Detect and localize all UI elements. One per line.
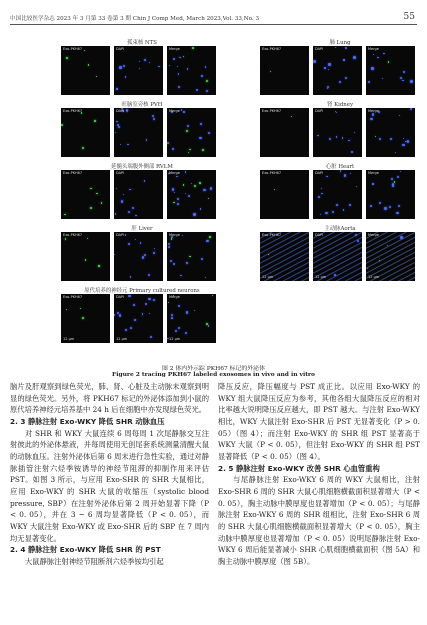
section-heading-2-5: 2. 5 静脉注射 Exo-WKY 改善 SHR 心血管重构	[218, 463, 380, 473]
exosome-dot	[173, 202, 175, 204]
panel-label: Merge	[169, 233, 180, 237]
nucleus-dot	[410, 80, 412, 82]
nucleus-dot	[123, 194, 124, 195]
nucleus-dot	[336, 112, 338, 114]
panel-label: Exo-PKH67	[63, 171, 83, 175]
nucleus-dot	[139, 68, 140, 69]
left-text-column	[10, 381, 209, 568]
exosome-dot	[194, 185, 196, 187]
panel-label: Exo-PKH67	[262, 171, 282, 175]
nucleus-dot	[342, 137, 343, 138]
micrograph-panel	[167, 170, 216, 219]
nucleus-dot	[185, 193, 186, 194]
nucleus-dot	[320, 214, 321, 215]
nucleus-dot	[403, 71, 405, 73]
scale-bar: 12 µm	[368, 275, 380, 279]
nucleus-dot	[206, 240, 209, 243]
nucleus-dot	[171, 314, 173, 316]
nucleus-dot	[118, 126, 120, 128]
exosome-dot	[388, 61, 389, 62]
nucleus-dot	[395, 152, 396, 153]
nucleus-dot	[318, 196, 320, 198]
nucleus-dot	[114, 314, 115, 315]
nucleus-dot	[173, 58, 175, 60]
exosome-dot	[101, 202, 102, 203]
nucleus-dot	[203, 189, 206, 192]
nucleus-dot	[407, 140, 409, 142]
exosome-dot	[171, 238, 172, 239]
nucleus-dot	[196, 89, 198, 91]
nucleus-dot	[172, 148, 174, 150]
exosome-dot	[291, 116, 292, 117]
exosome-dot	[192, 47, 194, 49]
panel-label: DAPI	[116, 109, 125, 113]
journal-citation: 中国比较医学杂志 2023 年 3 月第 33 卷第 3 期 Chin J Comp Med, March 2023,Vol. 33,No. 3	[10, 16, 260, 22]
nucleus-dot	[398, 205, 400, 207]
nucleus-dot	[186, 311, 188, 313]
panel-label: DAPI	[116, 171, 125, 175]
micrograph-panel	[167, 108, 216, 157]
nucleus-dot	[344, 174, 346, 176]
nucleus-dot	[402, 144, 404, 146]
nucleus-dot	[353, 56, 356, 59]
nucleus-dot	[116, 88, 117, 89]
paragraph: 降压反应，降压幅度与 PST 成正比。以应用 Exo-WKY 的 WKY 组大鼠降压反应为参考，其他各组大鼠降压反应的相对比率越大说明降压反应越大，即 PST 越大。与注射 Exo-WKY 相比，WKY 大鼠注射 Exo-SHR 后 PST 无显著变化（P > 0. 05）（图 4）；而注射 Exo-WKY 的 SHR 组 PST 显著高于 WKY 大鼠（P < 0. 05），但注射 Exo-WKY 的 SHR 组 PST 显著降低（P < 0. 05）（图 4）。	[218, 382, 420, 461]
nucleus-dot	[153, 252, 155, 254]
nucleus-dot	[355, 234, 357, 236]
panel-label: Exo-PKH67	[63, 295, 83, 299]
nucleus-dot	[210, 187, 212, 189]
nucleus-dot	[324, 67, 325, 68]
nucleus-dot	[181, 109, 182, 110]
nucleus-dot	[343, 209, 345, 211]
nucleus-dot	[114, 254, 115, 255]
nucleus-dot	[177, 203, 179, 205]
nucleus-dot	[148, 298, 150, 300]
exosome-dot	[189, 256, 190, 257]
panel-label: Merge	[368, 47, 379, 51]
exosome-dot	[65, 238, 66, 239]
nucleus-dot	[178, 327, 181, 330]
nucleus-dot	[178, 305, 180, 307]
panel-label: DAPI	[116, 233, 125, 237]
exosome-dot	[186, 130, 188, 132]
nucleus-dot	[178, 73, 180, 75]
micrograph-panel	[260, 108, 309, 157]
nucleus-dot	[334, 274, 336, 276]
nucleus-dot	[335, 47, 336, 48]
micrograph-panel	[167, 46, 216, 95]
nucleus-dot	[332, 211, 334, 213]
nucleus-dot	[402, 80, 403, 81]
tissue-label: 旺脑室旁核 PVH	[121, 102, 163, 108]
nucleus-dot	[339, 81, 341, 83]
nucleus-dot	[389, 206, 391, 208]
nucleus-dot	[153, 299, 155, 301]
nucleus-dot	[208, 325, 210, 327]
tissue-label: 肝 Liver	[131, 226, 153, 232]
micrograph-panel	[61, 170, 110, 219]
panel-label: Exo-PKH67	[63, 233, 83, 237]
nucleus-dot	[182, 235, 183, 236]
nucleus-dot	[188, 195, 190, 197]
panel-label: Merge	[169, 171, 180, 175]
nucleus-dot	[326, 176, 328, 178]
nucleus-dot	[179, 57, 181, 59]
tissue-label: 孤束核 NTS	[127, 40, 157, 46]
nucleus-dot	[116, 188, 118, 190]
nucleus-dot	[119, 66, 122, 69]
figure-caption-en: Figure 2 tracing PKH67 labeled exosomes in vivo and in vitro	[112, 371, 315, 378]
nucleus-dot	[149, 62, 150, 63]
panel-label: DAPI	[315, 109, 324, 113]
scale-bar: 12 µm	[169, 337, 181, 341]
micrograph-panel	[313, 170, 362, 219]
nucleus-dot	[340, 170, 341, 171]
nucleus-dot	[328, 69, 329, 70]
running-header	[10, 12, 417, 24]
nucleus-dot	[127, 144, 128, 145]
exosome-dot	[87, 238, 89, 240]
nucleus-dot	[119, 314, 121, 316]
nucleus-dot	[194, 310, 196, 312]
section-heading-2-3: 2. 3 静脉注射 Exo-WKY 降低 SHR 动脉血压	[10, 416, 165, 426]
nucleus-dot	[205, 277, 206, 278]
nucleus-dot	[185, 332, 187, 334]
micrograph-panel	[260, 232, 309, 281]
nucleus-dot	[148, 274, 150, 276]
panel-label: Merge	[169, 109, 180, 113]
micrograph-panel	[61, 232, 110, 281]
micrograph-panel	[61, 46, 110, 95]
micrograph-panel	[260, 46, 309, 95]
micrograph-panel	[366, 108, 415, 157]
exosome-dot	[274, 189, 275, 190]
nucleus-dot	[321, 193, 322, 194]
nucleus-dot	[128, 211, 130, 213]
nucleus-dot	[205, 66, 207, 68]
nucleus-dot	[158, 66, 159, 67]
nucleus-dot	[144, 180, 145, 181]
nucleus-dot	[115, 213, 117, 215]
micrograph-panel	[167, 294, 216, 343]
exosome-dot	[94, 120, 96, 122]
nucleus-dot	[180, 275, 182, 277]
panel-label: DAPI	[315, 47, 324, 51]
exosome-dot	[199, 182, 201, 184]
nucleus-dot	[191, 183, 192, 184]
exosome-dot	[82, 317, 84, 319]
page-number: 55	[403, 12, 415, 22]
nucleus-dot	[169, 65, 170, 66]
nucleus-dot	[354, 132, 355, 133]
micrograph-panel	[366, 232, 415, 281]
nucleus-dot	[125, 329, 127, 331]
nucleus-dot	[348, 140, 349, 141]
exosome-dot	[96, 76, 97, 77]
nucleus-dot	[125, 76, 127, 78]
nucleus-dot	[208, 132, 210, 134]
nucleus-dot	[178, 86, 180, 88]
nucleus-dot	[168, 243, 170, 245]
panel-label: Merge	[368, 109, 379, 113]
nucleus-dot	[336, 136, 338, 138]
nucleus-dot	[139, 61, 140, 62]
nucleus-dot	[396, 212, 399, 215]
tissue-label: 肾 Kidney	[326, 102, 354, 108]
scale-bar: 12 µm	[63, 337, 75, 341]
nucleus-dot	[371, 67, 374, 70]
panel-label: Exo-PKH67	[63, 109, 83, 113]
exosome-dot	[206, 80, 208, 82]
exosome-dot	[270, 71, 271, 72]
nucleus-dot	[150, 336, 153, 339]
nucleus-dot	[391, 178, 393, 180]
exosome-dot	[96, 193, 98, 195]
header-rule	[10, 24, 417, 25]
nucleus-dot	[130, 276, 132, 278]
nucleus-dot	[379, 138, 381, 140]
nucleus-dot	[144, 59, 146, 61]
nucleus-dot	[168, 246, 170, 248]
panel-label: DAPI	[315, 171, 324, 175]
exosome-dot	[98, 265, 99, 266]
nucleus-dot	[313, 60, 316, 63]
nucleus-dot	[345, 47, 347, 49]
nucleus-dot	[177, 198, 179, 200]
nucleus-dot	[370, 118, 372, 120]
tissue-label: 主动脉Aorta	[324, 226, 356, 232]
figure-caption-cn: 图 2 体内外示踪 PKH67 标记的外泌体	[162, 366, 265, 372]
nucleus-dot	[372, 113, 374, 115]
nucleus-dot	[356, 186, 357, 187]
micrograph-panel	[114, 108, 163, 157]
paragraph: 与尾静脉注射 Exo-WKY 6 周的 WKY 大鼠相比，注射 Exo-SHR 6 周的 SHR 大鼠心肌细胞横截面积显著增大（P < 0. 05），胸主动脉中膜厚度也显著增加（P < 0. 05）；与尾静脉注射 Exo-WKY 6 周的 SHR 组相比，注射 Exo-SHR 6 周的 SHR 大鼠心肌细胞横截面积显著增大（P < 0. 05），胸主动脉中膜厚度也显著增加（P < 0. 05）说明尾静脉注射 Exo-WKY 6 周后能显著减小 SHR 心肌细胞横截面积（图 5A）和胸主动脉中膜厚度（图 5B）。	[218, 475, 420, 566]
panel-label: Exo-PKH67	[262, 109, 282, 113]
figure-2	[27, 36, 402, 360]
nucleus-dot	[379, 202, 381, 204]
nucleus-dot	[170, 260, 172, 262]
nucleus-dot	[128, 295, 130, 297]
exosome-dot	[183, 184, 184, 185]
nucleus-dot	[126, 109, 128, 111]
nucleus-dot	[317, 135, 318, 136]
panel-label: Exo-PKH67	[262, 47, 282, 51]
panel-label: DAPI	[116, 295, 125, 299]
nucleus-dot	[367, 268, 368, 269]
exosome-dot	[66, 309, 67, 310]
nucleus-dot	[343, 59, 344, 60]
exosome-dot	[189, 149, 191, 151]
paragraph: 脑片及肝观察到绿色荧光，肺、肾、心脏及主动脉未观察到明显的绿色荧光。另外，将 PKH67 标记的外泌体添加到小鼠的原代培养神经元培养基中 24 h 后在细胞中亦发现绿色荧光。	[10, 382, 209, 415]
tissue-label: 心脏 Heart	[325, 164, 355, 170]
nucleus-dot	[345, 77, 347, 79]
nucleus-dot	[185, 171, 186, 172]
paragraph: 对 SHR 和 WKY 大鼠连续 6 周每周 1 次尾静脉交互注射彼此的外泌体悬液，并每周使用无创尾套系统测量清醒大鼠的动脉血压。注射外泌体后第 6 周末进行急性实验，通过对静脉插管注射六烃季铵诱导的神经节阻滞的抑制作用来评估 PST。如图 3 所示，与应用 Exo-SHR 的 SHR 大鼠相比，应用 Exo-WKY 的 SHR 大鼠的收缩压（systolic blood pressure, SBP）在注射外泌体后第 2 周开始显著下降（P < 0. 05），并在 3 ~ 6 周均显著降低（P < 0. 05），而 WKY 大鼠注射 Exo-WKY 或 Exo-SHR 后的 SBP 在 7 周内均无显著变化。	[10, 428, 209, 543]
nucleus-dot	[206, 90, 208, 92]
tissue-label: 延髓头端腹外侧部 RVLM	[111, 164, 173, 170]
scale-bar: 12 µm	[262, 275, 274, 279]
exosome-dot	[61, 124, 63, 126]
exosome-dot	[90, 188, 92, 190]
nucleus-dot	[128, 243, 130, 245]
nucleus-dot	[134, 319, 136, 321]
micrograph-panel	[114, 294, 163, 343]
nucleus-dot	[186, 262, 187, 263]
nucleus-dot	[171, 317, 173, 319]
nucleus-dot	[384, 207, 386, 209]
exosome-dot	[66, 57, 68, 59]
nucleus-dot	[201, 258, 203, 260]
exosome-dot	[85, 259, 87, 261]
exosome-dot	[375, 136, 376, 137]
nucleus-dot	[328, 63, 330, 65]
exosome-dot	[90, 207, 92, 209]
nucleus-dot	[183, 111, 184, 112]
nucleus-dot	[149, 313, 150, 314]
nucleus-dot	[167, 142, 169, 144]
nucleus-dot	[142, 256, 144, 258]
nucleus-dot	[121, 200, 123, 202]
nucleus-dot	[116, 121, 118, 123]
nucleus-dot	[400, 171, 401, 172]
nucleus-dot	[125, 234, 126, 235]
exosome-dot	[208, 198, 209, 199]
exosome-dot	[168, 302, 169, 303]
nucleus-dot	[370, 205, 372, 207]
nucleus-dot	[175, 330, 177, 332]
nucleus-dot	[154, 248, 155, 249]
exosome-dot	[82, 147, 84, 149]
micrograph-panel	[366, 170, 415, 219]
exosome-dot	[183, 56, 184, 57]
exosome-dot	[88, 64, 90, 66]
nucleus-dot	[193, 213, 195, 215]
exosome-dot	[84, 50, 85, 51]
nucleus-dot	[325, 212, 327, 214]
nucleus-dot	[132, 207, 134, 209]
nucleus-dot	[173, 263, 175, 265]
paragraph: 大鼠静脉注射神经节阻断剂六烃季铵均引起	[25, 556, 164, 566]
nucleus-dot	[399, 115, 400, 116]
nucleus-dot	[133, 304, 135, 306]
panel-label: Merge	[169, 47, 180, 51]
nucleus-dot	[336, 204, 338, 206]
panel-label: Exo-PKH67	[63, 47, 83, 51]
nucleus-dot	[383, 53, 385, 55]
nucleus-dot	[199, 137, 201, 139]
nucleus-dot	[115, 132, 116, 133]
nucleus-dot	[123, 65, 126, 68]
nucleus-dot	[201, 75, 203, 77]
panel-label: Merge	[169, 295, 180, 299]
nucleus-dot	[368, 81, 370, 83]
nucleus-dot	[129, 189, 130, 190]
nucleus-dot	[140, 242, 142, 244]
nucleus-dot	[172, 188, 174, 190]
exosome-dot	[80, 308, 81, 309]
section-heading-2-4: 2. 4 静脉注射 Exo-WKY 降低 SHR 的 PST	[10, 545, 161, 555]
panel-label: Merge	[368, 233, 379, 237]
micrograph-panel	[366, 46, 415, 95]
nucleus-dot	[321, 188, 322, 189]
nucleus-dot	[392, 185, 394, 187]
nucleus-dot	[187, 68, 189, 70]
tissue-label: 原代培养的神经元 Primary cultured neurons	[84, 288, 200, 294]
nucleus-dot	[174, 192, 175, 193]
micrograph-panel	[114, 46, 163, 95]
micrograph-panel	[61, 294, 110, 343]
micrograph-panel	[61, 108, 110, 157]
nucleus-dot	[153, 118, 155, 120]
nucleus-dot	[177, 66, 178, 67]
micrograph-panel	[114, 232, 163, 281]
panel-label: Exo-PKH67	[262, 233, 282, 237]
nucleus-dot	[392, 183, 394, 185]
nucleus-dot	[130, 327, 132, 329]
nucleus-dot	[377, 57, 379, 59]
exosome-dot	[64, 214, 65, 215]
nucleus-dot	[390, 138, 392, 140]
nucleus-dot	[135, 239, 136, 240]
micrograph-panel	[260, 170, 309, 219]
panel-label: DAPI	[315, 233, 324, 237]
tissue-label: 肺 Lung	[329, 40, 351, 46]
nucleus-dot	[200, 208, 201, 209]
micrograph-panel	[313, 232, 362, 281]
nucleus-dot	[372, 183, 373, 184]
micrograph-panel	[167, 232, 216, 281]
nucleus-dot	[329, 138, 331, 140]
exosome-dot	[212, 295, 213, 296]
nucleus-dot	[400, 77, 402, 79]
nucleus-dot	[382, 78, 383, 79]
nucleus-dot	[403, 138, 404, 139]
nucleus-dot	[146, 139, 147, 140]
nucleus-dot	[349, 204, 351, 206]
nucleus-dot	[200, 123, 202, 125]
nucleus-dot	[400, 236, 403, 239]
nucleus-dot	[351, 151, 353, 153]
micrograph-panel	[114, 170, 163, 219]
nucleus-dot	[145, 303, 147, 305]
nucleus-dot	[135, 215, 137, 217]
nucleus-dot	[373, 54, 374, 55]
nucleus-dot	[120, 144, 122, 146]
right-text-column	[218, 381, 420, 568]
exosome-dot	[188, 152, 190, 154]
scale-bar: 12 µm	[116, 337, 128, 341]
nucleus-dot	[187, 125, 189, 127]
micrograph-panel	[313, 46, 362, 95]
panel-label: DAPI	[116, 47, 125, 51]
nucleus-dot	[350, 173, 351, 174]
exosome-dot	[268, 254, 269, 255]
exosome-dot	[394, 181, 395, 182]
nucleus-dot	[144, 254, 146, 256]
exosome-dot	[209, 236, 211, 238]
nucleus-dot	[142, 313, 143, 314]
nucleus-dot	[176, 176, 177, 177]
micrograph-panel	[313, 108, 362, 157]
scale-bar: 12 µm	[315, 275, 327, 279]
exosome-dot	[202, 149, 204, 151]
panel-label: Merge	[368, 171, 379, 175]
nucleus-dot	[397, 176, 399, 178]
nucleus-dot	[410, 108, 412, 110]
nucleus-dot	[152, 115, 154, 117]
